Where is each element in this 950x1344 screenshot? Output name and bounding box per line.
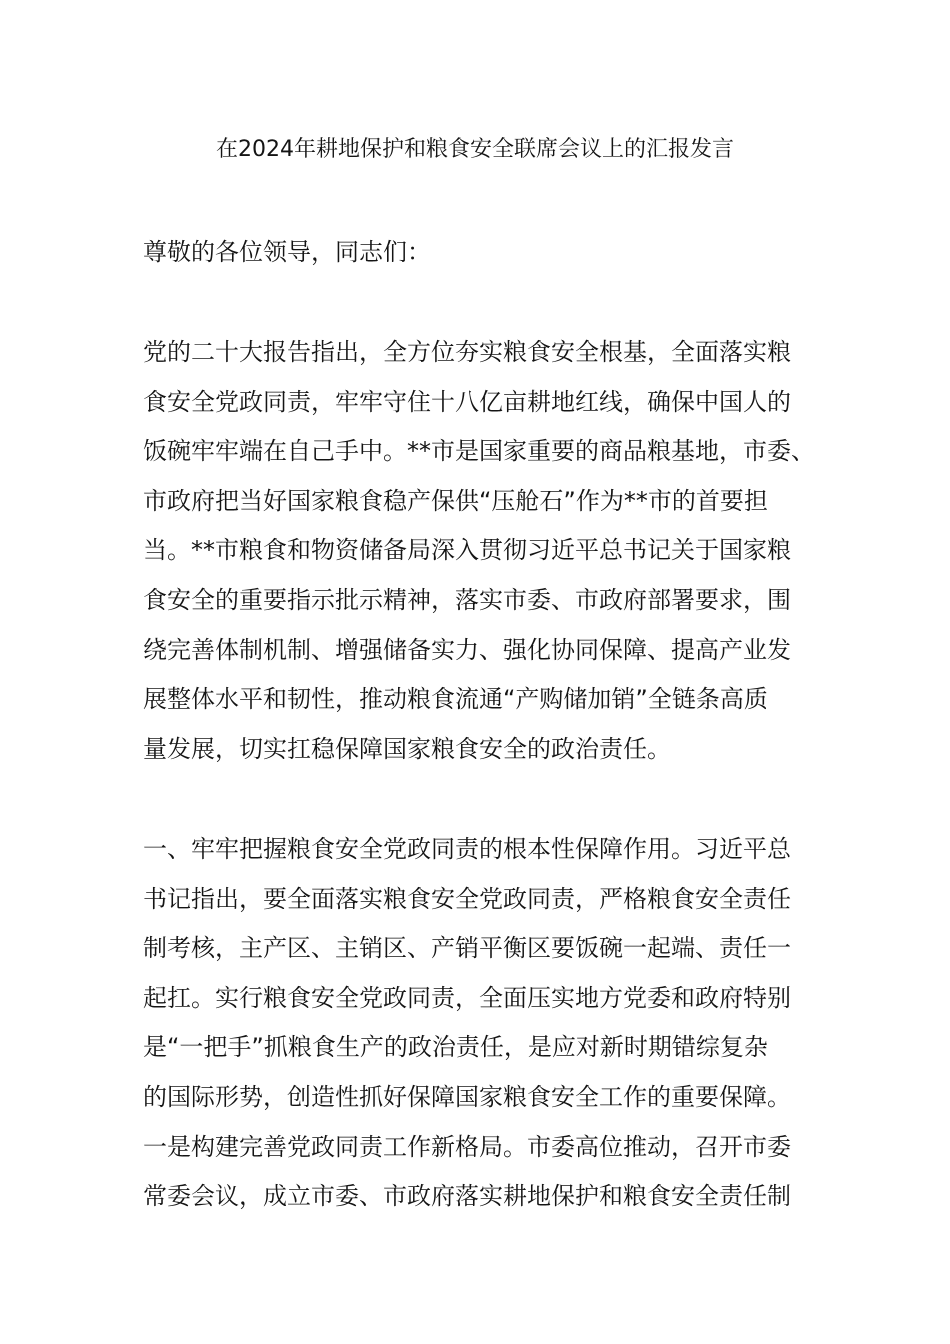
- document-title: 在2024年耕地保护和粮食安全联席会议上的汇报发言: [216, 137, 734, 162]
- paragraph-line: 常委会议，成立市委、市政府落实耕地保护和粮食安全责任制: [143, 1182, 791, 1211]
- paragraph-line: 一、牢牢把握粮食安全党政同责的根本性保障作用。习近平总: [143, 835, 791, 863]
- paragraph-line: 食安全的重要指示批示精神，落实市委、市政府部署要求，围: [143, 585, 791, 614]
- paragraph-line: 饭碗牢牢端在自己手中。**市是国家重要的商品粮基地，市委、: [143, 437, 815, 466]
- salutation: 尊敬的各位领导，同志们：: [143, 238, 431, 266]
- paragraph-line: 是“一把手”抓粮食生产的政治责任，是应对新时期错综复杂: [143, 1033, 768, 1062]
- paragraph-line: 一是构建完善党政同责工作新格局。市委高位推动，召开市委: [143, 1132, 791, 1161]
- paragraph-line: 当。**市粮食和物资储备局深入贯彻习近平总书记关于国家粮: [143, 536, 791, 565]
- paragraph-line: 起扛。实行粮食安全党政同责，全面压实地方党委和政府特别: [143, 983, 791, 1012]
- paragraph-line: 书记指出，要全面落实粮食安全党政同责，严格粮食安全责任: [143, 884, 791, 913]
- paragraph-intro: [143, 332, 815, 778]
- paragraph-line: 量发展，切实扛稳保障国家粮食安全的政治责任。: [143, 734, 671, 763]
- paragraph-line: 展整体水平和韧性，推动粮食流通“产购储加销”全链条高质: [143, 685, 768, 714]
- paragraph-section-one: [143, 829, 811, 1226]
- paragraph-line: 市政府把当好国家粮食稳产保供“压舱石”作为**市的首要担: [143, 486, 768, 515]
- paragraph-line: 绕完善体制机制、增强储备实力、强化协同保障、提高产业发: [143, 635, 791, 664]
- paragraph-line: 党的二十大报告指出，全方位夯实粮食安全根基，全面落实粮: [143, 338, 791, 366]
- paragraph-line: 食安全党政同责，牢牢守住十八亿亩耕地红线，确保中国人的: [143, 387, 791, 416]
- paragraph-line: 制考核，主产区、主销区、产销平衡区要饭碗一起端、责任一: [143, 934, 791, 963]
- paragraph-line: 的国际形势，创造性抓好保障国家粮食安全工作的重要保障。: [143, 1082, 791, 1111]
